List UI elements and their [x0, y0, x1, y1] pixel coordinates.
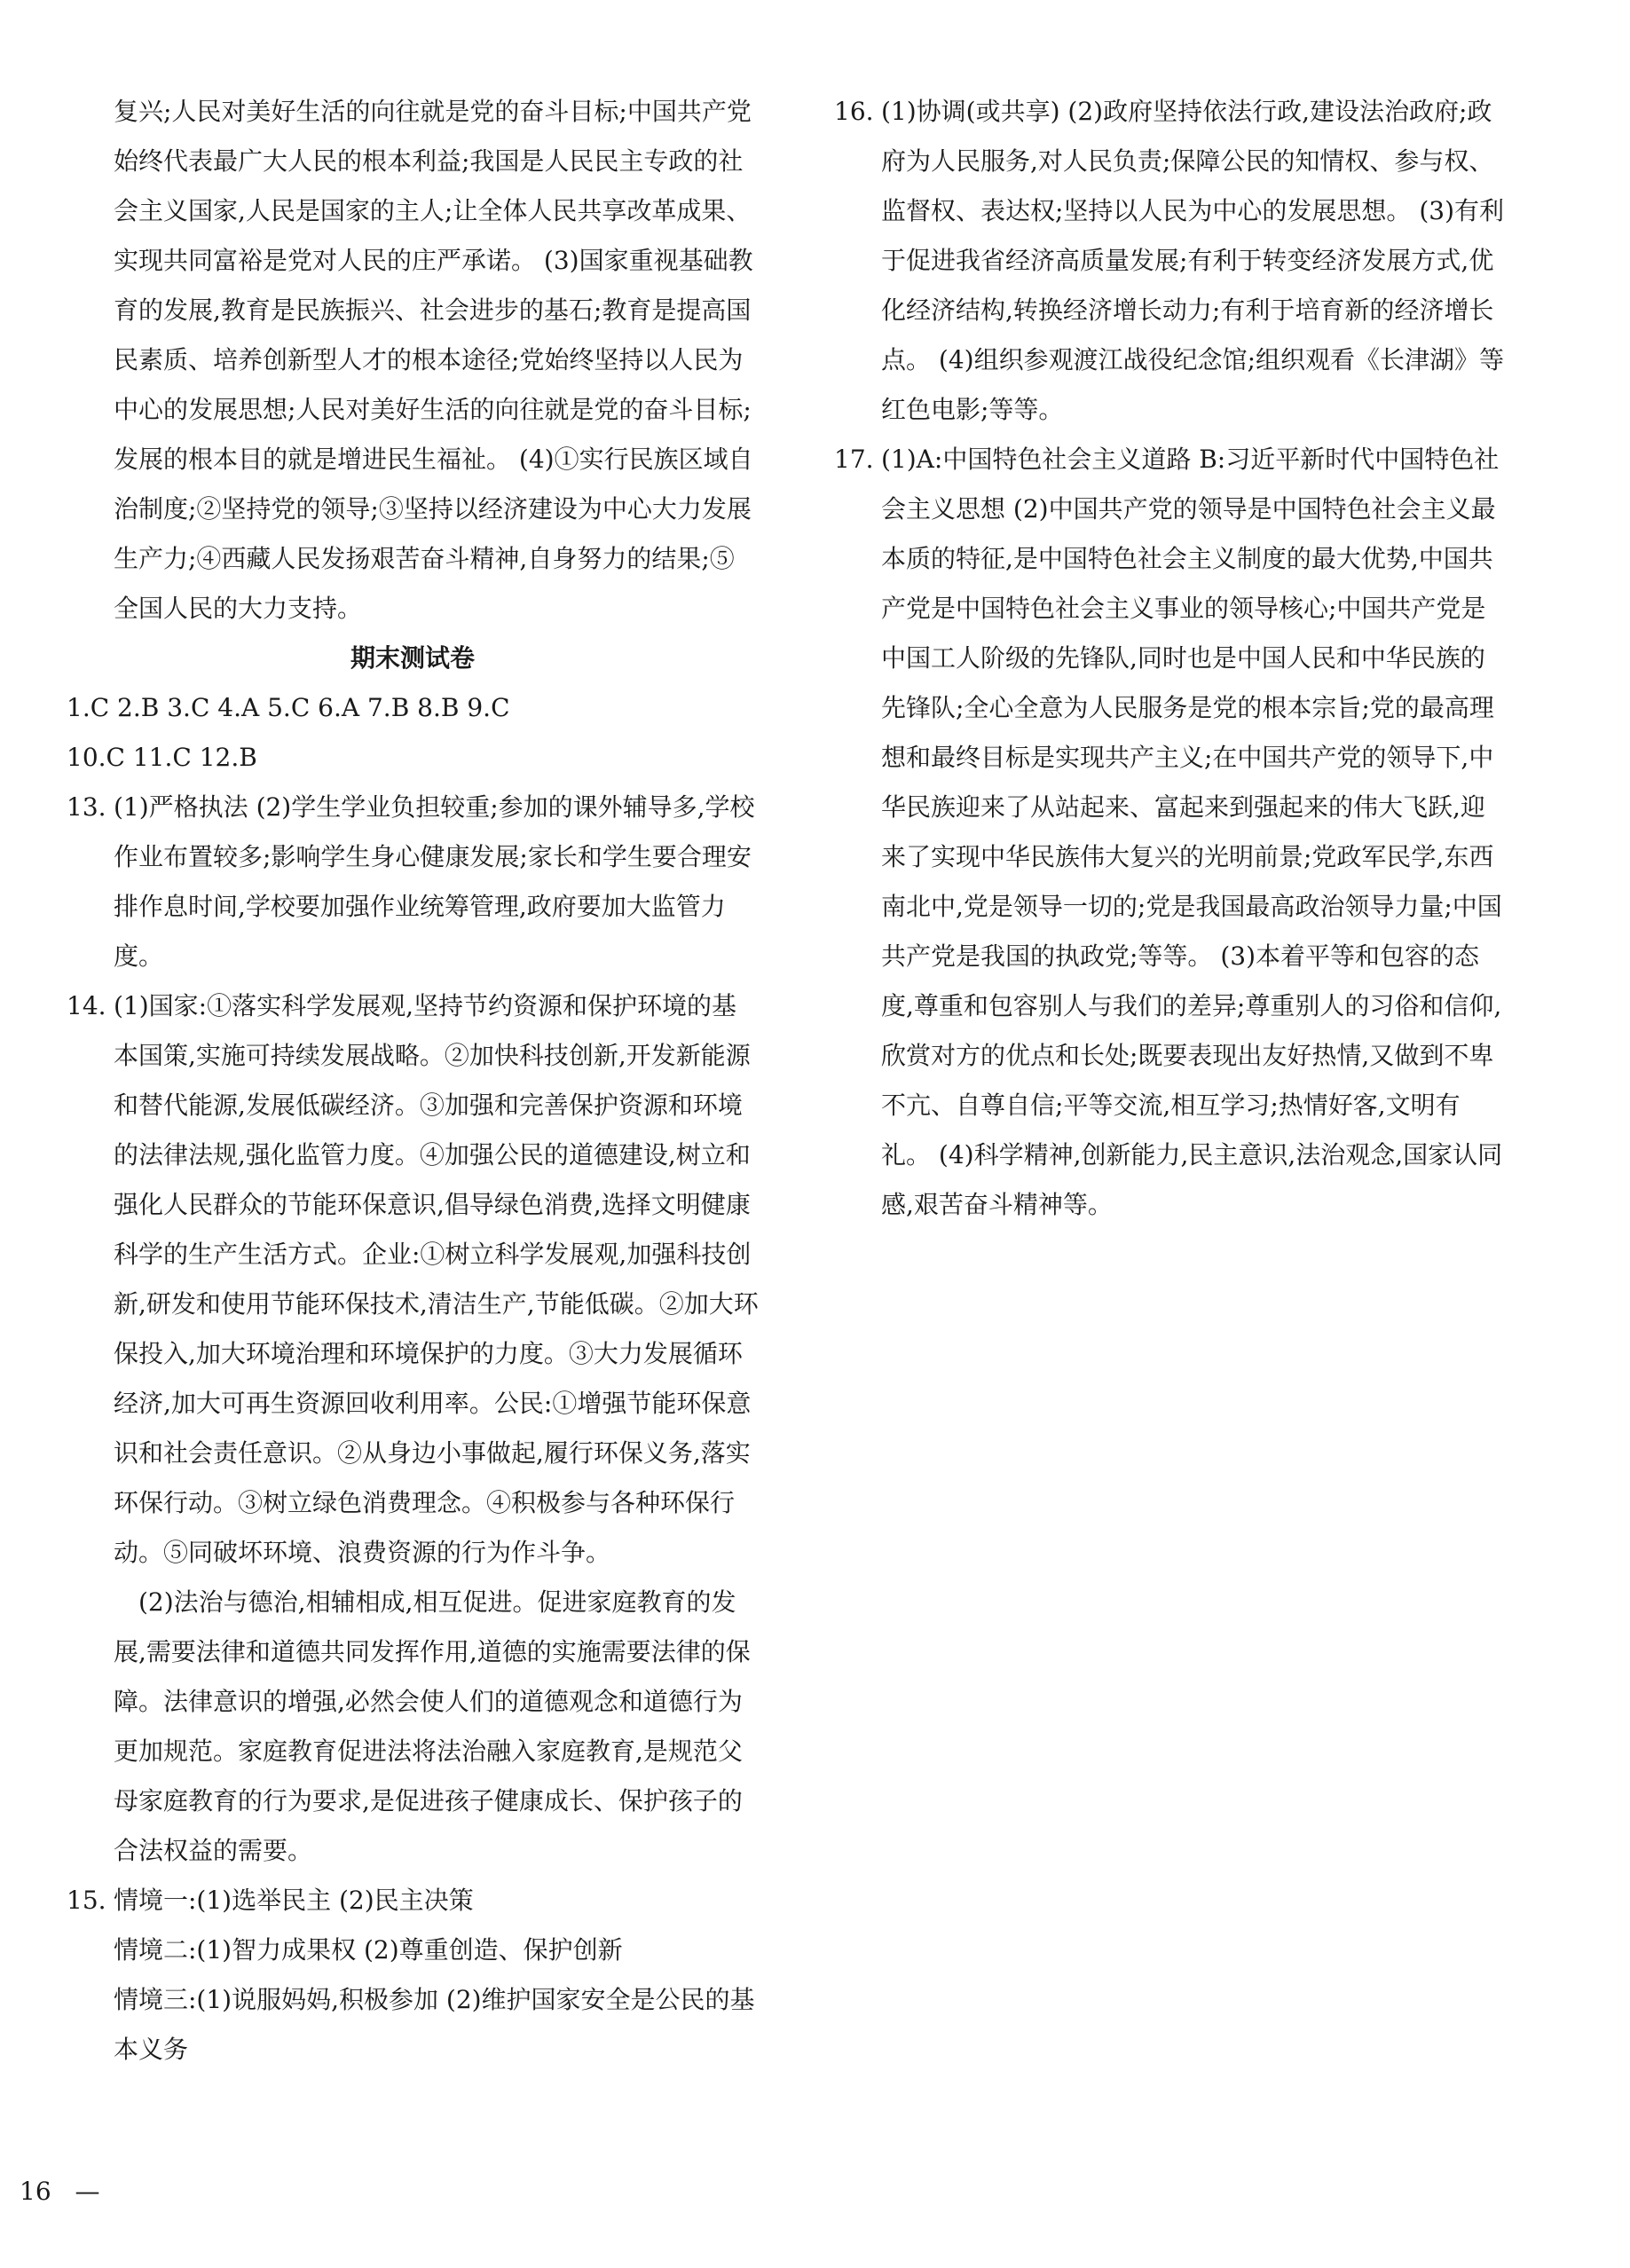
question-number: 16. — [834, 97, 874, 126]
question-number: 17. — [834, 445, 874, 474]
question-17 — [834, 435, 1508, 1230]
question-13 — [67, 783, 759, 981]
question-number: 14. — [67, 991, 106, 1020]
footer-dash: — — [75, 2177, 100, 2206]
question-number: 13. — [67, 792, 106, 822]
question-16-answer: (1)协调(或共享) (2)政府坚持依法行政,建设法治政府;政府为人民服务,对人民负责;保障公民的知情权、参与权、监督权、表达权;坚持以人民为中心的发展思想。 (3)有利于促进我省经济高质量发展;有利于转变经济发展方式,优化经济结构,转换经济增长动力;有利于培育新的经济增长点。 (4)组织参观渡江战役纪念馆;组织观看《长津湖》等红色电影;等等。 — [881, 97, 1504, 424]
section-title: 期末测试卷 — [350, 643, 475, 673]
page-number: 16 — [20, 2177, 51, 2206]
left-column — [67, 87, 759, 2075]
question-15-scenario-3: 情境三:(1)说服妈妈,积极参加 (2)维护国家安全是公民的基本义务 — [114, 1985, 755, 2064]
right-column — [834, 87, 1508, 1230]
question-14-part-2: (2)法治与德治,相辅相成,相互促进。促进家庭教育的发展,需要法律和道德共同发挥作用,道德的实施需要法律的保障。法律意识的增强,必然会使人们的道德观念和道德行为更加规范。家庭教育促进法将法治融入家庭教育,是规范父母家庭教育的行为要求,是促进孩子健康成长、保护孩子的合法权益的需要。 — [114, 1587, 751, 1865]
question-15 — [67, 1876, 759, 2075]
question-14-part-1: (1)国家:①落实科学发展观,坚持节约资源和保护环境的基本国策,实施可持续发展战略。②加快科技创新,开发新能源和替代能源,发展低碳经济。③加强和完善保护资源和环境的法律法规,强化监管力度。④加强公民的道德建设,树立和强化人民群众的节能环保意识,倡导绿色消费,选择文明健康科学的生产生活方式。企业:①树立科学发展观,加强科技创新,研发和使用节能环保技术,清洁生产,节能低碳。②加大环保投入,加大环境治理和环境保护的力度。③大力发展循环经济,加大可再生资源回收利用率。公民:①增强节能环保意识和社会责任意识。②从身边小事做起,履行环保义务,落实环保行动。③树立绿色消费理念。④积极参与各种环保行动。⑤同破坏环境、浪费资源的行为作斗争。 — [114, 991, 759, 1567]
question-number: 15. — [67, 1886, 106, 1915]
continuation-text: 复兴;人民对美好生活的向往就是党的奋斗目标;中国共产党始终代表最广大人民的根本利益;我国是人民民主专政的社会主义国家,人民是国家的主人;让全体人民共享改革成果、实现共同富裕是党对人民的庄严承诺。 (3)国家重视基础教育的发展,教育是民族振兴、社会进步的基石;教育是提高国民素质、培养创新型人才的根本途径;党始终坚持以人民为中心的发展思想;人民对美好生活的向往就是党的奋斗目标;发展的根本目的就是增进民生福祉。 (4)①实行民族区域自治制度;②坚持党的领导;③坚持以经济建设为中心大力发展生产力;④西藏人民发扬艰苦奋斗精神,自身努力的结果;⑤全国人民的大力支持。 — [114, 97, 753, 623]
choice-answers-line-2: 10.C 11.C 12.B — [67, 743, 257, 772]
choice-answers-line-1: 1.C 2.B 3.C 4.A 5.C 6.A 7.B 8.B 9.C — [67, 693, 510, 722]
page-footer — [20, 2174, 100, 2209]
question-16 — [834, 87, 1508, 435]
question-15-scenario-2: 情境二:(1)智力成果权 (2)尊重创造、保护创新 — [114, 1935, 623, 1965]
question-13-answer: (1)严格执法 (2)学生学业负担较重;参加的课外辅导多,学校作业布置较多;影响学生身心健康发展;家长和学生要合理安排作息时间,学校要加强作业统筹管理,政府要加大监管力度。 — [114, 792, 755, 971]
question-17-answer: (1)A:中国特色社会主义道路 B:习近平新时代中国特色社会主义思想 (2)中国共产党的领导是中国特色社会主义最本质的特征,是中国特色社会主义制度的最大优势,中国共产党是中国特色社会主义事业的领导核心;中国共产党是中国工人阶级的先锋队,同时也是中国人民和中华民族的先锋队;全心全意为人民服务是党的根本宗旨;党的最高理想和最终目标是实现共产主义;在中国共产党的领导下,中华民族迎来了从站起来、富起来到强起来的伟大飞跃,迎来了实现中华民族伟大复兴的光明前景;党政军民学,东西南北中,党是领导一切的;党是我国最高政治领导力量;中国共产党是我国的执政党;等等。 (3)本着平等和包容的态度,尊重和包容别人与我们的差异;尊重别人的习俗和信仰,欣赏对方的优点和长处;既要表现出友好热情,又做到不卑不亢、自尊自信;平等交流,相互学习;热情好客,文明有礼。 (4)科学精神,创新能力,民主意识,法治观念,国家认同感,艰苦奋斗精神等。 — [881, 445, 1503, 1219]
question-15-scenario-1: 情境一:(1)选举民主 (2)民主决策 — [114, 1886, 474, 1915]
question-14 — [67, 981, 759, 1876]
